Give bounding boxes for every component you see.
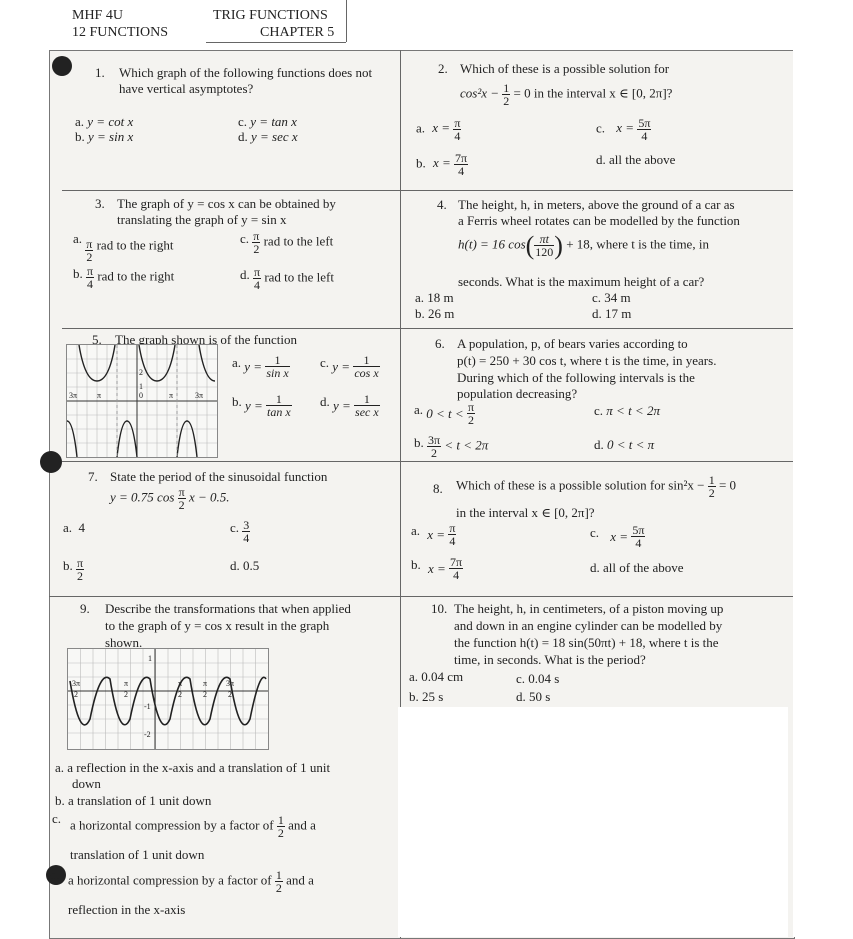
q8-a-pre: x = <box>427 527 446 542</box>
q5-option-c[interactable] <box>320 354 380 379</box>
q2-option-c[interactable] <box>596 117 651 142</box>
q3-option-c[interactable] <box>240 230 333 255</box>
q2-half-den: 2 <box>503 94 510 108</box>
q9-ytick-2: -1 <box>144 702 151 711</box>
q10-text-3: the function h(t) = 18 sin(50πt) + 18, where t is the <box>454 635 719 650</box>
q7-option-d[interactable] <box>230 557 259 574</box>
q5-c-den: cos x <box>354 366 379 380</box>
q1-number: 1. <box>95 65 105 80</box>
q8-a-frac <box>448 522 456 547</box>
q4-d-text: 17 m <box>605 306 632 321</box>
q6-option-d[interactable] <box>594 436 654 453</box>
q1-d-expr: y = sec x <box>251 129 298 144</box>
q7-c-den: 4 <box>243 531 250 545</box>
q8-c-pre: x = <box>610 529 629 544</box>
q9-ytick-1: 1 <box>148 654 152 663</box>
q9-d-den: 2 <box>275 881 282 895</box>
q4-func-post: + 18, where t is the time, in <box>566 236 709 252</box>
q2-b-den: 4 <box>458 164 465 178</box>
q6-text-3: During which of the following intervals is the <box>457 370 695 385</box>
q8-b-pre: x = <box>428 561 446 576</box>
q10-option-c[interactable] <box>516 670 559 687</box>
unit-label: 12 FUNCTIONS <box>72 25 169 40</box>
q5-xtick-1: 3π <box>69 391 78 400</box>
q6-option-b[interactable] <box>414 434 488 459</box>
q5-a-num: 1 <box>265 354 289 367</box>
q7-func-pre: y = 0.75 cos <box>110 489 175 505</box>
q7-d-label: d. <box>230 558 240 573</box>
q1-d-label: d. <box>238 129 248 144</box>
q1-c-label: c. <box>238 114 248 129</box>
q8-b-label: b. <box>411 557 421 572</box>
q8-text-2: in the interval x ∈ [0, 2π]? <box>456 505 595 520</box>
q7-b-frac <box>76 557 84 582</box>
q3-d-text: rad to the left <box>264 269 334 285</box>
q6-b-num: 3π <box>428 433 441 447</box>
q3-b-label: b. <box>73 266 83 281</box>
q3-text-2: translating the graph of y = sin x <box>117 212 287 227</box>
q6-option-a[interactable] <box>414 401 475 426</box>
q5-c-num: 1 <box>353 354 379 367</box>
q10-d-label: d. <box>516 689 526 704</box>
q2-c-den: 4 <box>641 129 648 143</box>
q1-c-expr: y = tan x <box>250 114 297 129</box>
q4-function <box>458 233 709 258</box>
q8-text-1 <box>456 474 736 499</box>
row-divider-4 <box>49 596 793 597</box>
q8-a-label: a. <box>411 523 421 538</box>
q10-a-text: 0.04 cm <box>421 669 464 684</box>
q9-c-post: and a <box>288 817 316 833</box>
q10-text-4: time, in seconds. What is the period? <box>454 652 646 667</box>
q3-c-frac <box>252 230 260 255</box>
q7-text: State the period of the sinusoidal function <box>110 469 328 484</box>
q3-b-den: 4 <box>87 277 94 291</box>
q10-text-2: and down in an engine cylinder can be modelled by <box>454 618 723 633</box>
q7-func-frac <box>178 486 186 511</box>
topic-label: TRIG FUNCTIONS <box>213 8 328 23</box>
q2-option-d[interactable] <box>596 151 675 168</box>
q8-half-num: 1 <box>708 473 715 487</box>
q6-c-text: π < t < 2π <box>606 403 660 418</box>
q5-b-pre: y = <box>245 398 263 413</box>
q10-b-label: b. <box>409 689 419 704</box>
q9-c-frac <box>277 814 285 839</box>
row-divider-1 <box>62 190 793 191</box>
q3-text-1: The graph of y = cos x can be obtained by <box>117 196 336 211</box>
q5-b-num: 1 <box>266 393 292 406</box>
q9-c-den: 2 <box>277 826 284 840</box>
q3-option-a[interactable] <box>73 230 174 263</box>
q3-d-den: 4 <box>254 278 261 292</box>
q8-c-den: 4 <box>635 536 642 550</box>
q2-c-pre: x = <box>616 120 635 136</box>
q8-number: 8. <box>433 481 443 496</box>
q5-option-a[interactable] <box>232 354 290 379</box>
q3-d-num: π <box>254 265 261 279</box>
q6-a-frac <box>467 401 475 426</box>
q9-d-line2: reflection in the x-axis <box>68 902 186 917</box>
q4-text-4: seconds. What is the maximum height of a car? <box>458 274 705 289</box>
q1-b-label: b. <box>75 129 85 144</box>
q10-number: 10. <box>431 601 448 616</box>
q2-c-num: 5π <box>638 116 651 130</box>
q9-xtick-2-den: 2 <box>124 690 128 699</box>
q1-text-2: have vertical asymptotes? <box>119 81 254 96</box>
q4-text-1: The height, h, in meters, above the ground of a car as <box>458 197 735 212</box>
q3-option-d[interactable] <box>240 266 334 291</box>
q9-d-num: 1 <box>275 868 282 882</box>
q8-c-frac <box>631 524 645 549</box>
q5-ytick-1: 2 <box>139 368 143 377</box>
q2-eq-pre: cos²x − <box>460 85 500 101</box>
q5-c-frac <box>353 354 379 379</box>
q4-a-text: 18 m <box>427 290 454 305</box>
q5-xtick-3: 0 <box>139 391 143 400</box>
q7-b-label: b. <box>63 558 73 573</box>
q9-text-2: to the graph of y = cos x result in the graph <box>105 618 330 633</box>
q4-option-b[interactable] <box>415 305 454 322</box>
q4-c-label: c. <box>592 290 602 305</box>
q7-func-num: π <box>178 485 185 499</box>
q6-a-pre: 0 < t < <box>426 406 464 421</box>
q6-b-frac <box>427 434 441 459</box>
q9-xtick-1-den: 2 <box>74 690 78 699</box>
q8-a-den: 4 <box>449 534 456 548</box>
q2-b-frac <box>454 152 468 177</box>
q10-text-1: The height, h, in centimeters, of a piston moving up <box>454 601 724 616</box>
q2-equation <box>460 82 672 107</box>
q2-b-label: b. <box>416 155 426 171</box>
q10-a-label: a. <box>409 669 419 684</box>
q5-xtick-5: 3π <box>195 391 204 400</box>
q8-option-b[interactable] <box>411 556 463 581</box>
q3-c-label: c. <box>240 231 250 246</box>
q5-d-pre: y = <box>333 398 351 413</box>
q10-option-d[interactable] <box>516 688 550 705</box>
q4-d-label: d. <box>592 306 602 321</box>
q6-b-label: b. <box>414 435 424 450</box>
q9-number: 9. <box>80 601 90 616</box>
q8-half-den: 2 <box>708 486 715 500</box>
q6-number: 6. <box>435 336 445 351</box>
q4-c-text: 34 m <box>604 290 631 305</box>
q6-d-text: 0 < t < π <box>607 437 655 452</box>
q8-option-d[interactable] <box>590 559 684 576</box>
q6-a-den: 2 <box>467 413 474 427</box>
q8-option-a[interactable] <box>411 522 456 547</box>
q3-a-label: a. <box>73 231 83 246</box>
q9-c-line2: translation of 1 unit down <box>70 847 205 862</box>
q2-a-frac <box>453 117 461 142</box>
q6-a-label: a. <box>414 402 424 417</box>
q5-d-label: d. <box>320 394 330 409</box>
q3-c-text: rad to the left <box>263 233 334 249</box>
q7-b-num: π <box>77 556 84 570</box>
q7-number: 7. <box>88 469 98 484</box>
q7-a-text: 4 <box>78 520 86 535</box>
q6-text-2: p(t) = 250 + 30 cos t, where t is the time, in years. <box>457 353 717 368</box>
hole-top <box>52 56 72 76</box>
q8-a-num: π <box>449 521 456 535</box>
q4-func-num: πt <box>534 233 554 246</box>
q7-b-den: 2 <box>77 569 84 583</box>
q7-option-b[interactable] <box>63 557 84 582</box>
blank-area <box>398 707 788 937</box>
q6-a-num: π <box>467 400 475 414</box>
q9-xtick-4-den: 2 <box>203 690 207 699</box>
q10-c-label: c. <box>516 671 526 686</box>
q4-b-text: 26 m <box>428 306 455 321</box>
q6-option-c[interactable] <box>594 402 660 419</box>
q9-xtick-3-den: 2 <box>178 690 182 699</box>
q3-a-den: 2 <box>86 250 93 264</box>
q8-d-label: d. <box>590 560 600 575</box>
q6-b-post: < t < 2π <box>444 437 489 453</box>
q5-xtick-4: π <box>169 391 174 400</box>
q4-func-den: 120 <box>535 245 554 259</box>
q9-d-frac <box>275 869 283 894</box>
q2-half-num: 1 <box>503 81 510 95</box>
q4-a-label: a. <box>415 290 425 305</box>
q9-xtick-5-den: 2 <box>228 690 232 699</box>
q4-func-frac <box>534 233 554 258</box>
q8-text-pre: Which of these is a possible solution for sin²x − <box>456 477 705 493</box>
row-divider-3 <box>62 461 793 462</box>
q5-graph <box>66 344 218 458</box>
q2-option-b[interactable] <box>416 152 468 177</box>
q5-c-label: c. <box>320 355 330 370</box>
q4-number: 4. <box>437 197 447 212</box>
q9-xtick-1: 3π <box>72 679 81 688</box>
q4-text-2: a Ferris wheel rotates can be modelled by the function <box>458 213 740 228</box>
q2-half <box>502 82 510 107</box>
q1-text-1: Which graph of the following functions does not <box>119 65 373 80</box>
q9-b-text: a translation of 1 unit down <box>68 793 212 808</box>
q5-a-label: a. <box>232 355 242 370</box>
q1-a-expr: y = cot x <box>87 114 134 129</box>
q8-b-den: 4 <box>453 568 460 582</box>
q9-option-a[interactable] <box>55 759 330 776</box>
q9-option-d[interactable] <box>68 869 314 894</box>
q9-option-c[interactable] <box>70 814 316 839</box>
q9-xtick-5: 3π <box>226 679 235 688</box>
q4-paren-open: ( <box>525 231 535 260</box>
q3-d-frac <box>253 266 261 291</box>
q7-c-frac <box>242 519 250 544</box>
q3-b-text: rad to the right <box>97 268 175 284</box>
q5-d-den: sec x <box>355 405 379 419</box>
q10-option-b[interactable] <box>409 688 443 705</box>
q1-option-b[interactable] <box>75 128 133 145</box>
q2-d-label: d. <box>596 152 606 167</box>
q9-xtick-4: π <box>203 679 208 688</box>
q2-eq-post: = 0 in the interval x ∈ [0, 2π]? <box>513 85 673 101</box>
q3-b-num: π <box>87 264 94 278</box>
q2-d-text: all the above <box>609 152 676 167</box>
q4-b-label: b. <box>415 306 425 321</box>
q10-b-text: 25 s <box>422 689 444 704</box>
q3-c-den: 2 <box>253 242 260 256</box>
q2-a-num: π <box>454 116 461 130</box>
q5-a-frac <box>265 354 289 379</box>
q3-option-b[interactable] <box>73 265 174 290</box>
header-underline <box>206 42 346 43</box>
q8-text-post: = 0 <box>718 477 737 493</box>
q2-a-label: a. <box>416 120 426 136</box>
q9-option-b[interactable] <box>55 792 211 809</box>
q2-number: 2. <box>438 61 448 76</box>
q7-function <box>110 486 229 511</box>
q3-a-text: rad to the right <box>96 237 174 253</box>
q5-option-d[interactable] <box>320 393 380 418</box>
q6-b-den: 2 <box>431 446 438 460</box>
q4-func-pre: h(t) = 16 cos <box>458 236 526 252</box>
q5-d-num: 1 <box>354 393 380 406</box>
q3-a-num: π <box>86 237 93 251</box>
q8-d-text: all of the above <box>603 560 684 575</box>
q8-option-c[interactable] <box>590 524 645 549</box>
q3-b-frac <box>86 265 94 290</box>
q7-func-post: x − 0.5. <box>188 489 230 505</box>
q1-a-label: a. <box>75 114 85 129</box>
q8-c-num: 5π <box>632 523 645 537</box>
q10-option-a[interactable] <box>409 668 463 685</box>
q5-b-frac <box>266 393 292 418</box>
q9-xtick-3: π <box>178 679 183 688</box>
q5-a-pre: y = <box>244 359 263 374</box>
q3-a-frac <box>85 238 93 263</box>
q10-d-text: 50 s <box>529 689 551 704</box>
q9-d-pre: a horizontal compression by a factor of <box>68 872 272 888</box>
q5-a-den: sin x <box>266 366 289 380</box>
q8-b-frac <box>449 556 463 581</box>
q5-option-b[interactable] <box>232 393 292 418</box>
q5-curve-down-0 <box>67 421 77 457</box>
q7-a-label: a. <box>63 520 73 535</box>
q9-xtick-2: π <box>124 679 129 688</box>
q9-a-label: a. <box>55 760 65 775</box>
q9-a-line2: down <box>72 776 101 791</box>
q9-c-pre: a horizontal compression by a factor of <box>70 817 274 833</box>
q2-option-a[interactable] <box>416 117 461 142</box>
q6-c-label: c. <box>594 403 604 418</box>
course-code: MHF 4U <box>72 8 123 23</box>
q7-c-label: c. <box>230 520 240 535</box>
q9-b-label: b. <box>55 793 65 808</box>
q9-text-3: shown. <box>105 635 143 650</box>
right-margin <box>793 50 853 937</box>
q8-b-num: 7π <box>450 555 463 569</box>
q10-c-text: 0.04 s <box>528 671 560 686</box>
q3-d-label: d. <box>240 267 250 282</box>
q9-c-num: 1 <box>277 813 284 827</box>
q9-graph <box>67 648 269 750</box>
q6-text-4: population decreasing? <box>457 386 578 401</box>
q6-d-label: d. <box>594 437 604 452</box>
q7-d-text: 0.5 <box>243 558 260 573</box>
q5-d-frac <box>354 393 380 418</box>
row-divider-2 <box>62 328 793 329</box>
q2-b-pre: x = <box>433 155 451 171</box>
q5-text: The graph shown is of the function <box>115 332 297 347</box>
q2-a-pre: x = <box>432 120 451 136</box>
q9-d-post: and a <box>286 872 314 888</box>
q6-text-1: A population, p, of bears varies according to <box>457 336 688 351</box>
q4-option-d[interactable] <box>592 305 631 322</box>
header-divider <box>346 0 347 42</box>
q7-c-num: 3 <box>243 518 250 532</box>
q2-a-den: 4 <box>454 129 461 143</box>
q1-option-d[interactable] <box>238 128 298 145</box>
q5-ytick-2: 1 <box>139 382 143 391</box>
q5-b-label: b. <box>232 394 242 409</box>
q2-b-num: 7π <box>455 151 468 165</box>
q3-number: 3. <box>95 196 105 211</box>
q5-number: 5. <box>92 332 102 347</box>
q9-text-1: Describe the transformations that when applied <box>105 601 351 616</box>
q2-c-label: c. <box>596 120 606 136</box>
q2-c-frac <box>637 117 651 142</box>
q4-option-c[interactable] <box>592 289 631 306</box>
q8-c-label: c. <box>590 525 600 540</box>
q7-option-c[interactable] <box>230 519 250 544</box>
q4-option-a[interactable] <box>415 289 454 306</box>
q5-c-pre: y = <box>332 359 351 374</box>
q9-a-line1: a reflection in the x-axis and a translation of 1 unit <box>67 760 331 775</box>
q8-half <box>708 474 716 499</box>
q2-text-1: Which of these is a possible solution for <box>460 61 670 76</box>
hole-middle <box>40 451 62 473</box>
q7-option-a[interactable] <box>63 519 85 536</box>
q1-b-expr: y = sin x <box>88 129 134 144</box>
q5-b-den: tan x <box>267 405 291 419</box>
q9-c-label[interactable]: c. <box>52 811 62 826</box>
chapter-label: CHAPTER 5 <box>260 25 335 40</box>
q9-ytick-3: -2 <box>144 730 151 739</box>
q3-c-num: π <box>253 229 260 243</box>
q4-paren-close: ) <box>554 231 563 260</box>
q9-d-label[interactable]: d. <box>50 867 60 882</box>
q5-xtick-2: π <box>97 391 102 400</box>
q7-func-den: 2 <box>178 498 185 512</box>
